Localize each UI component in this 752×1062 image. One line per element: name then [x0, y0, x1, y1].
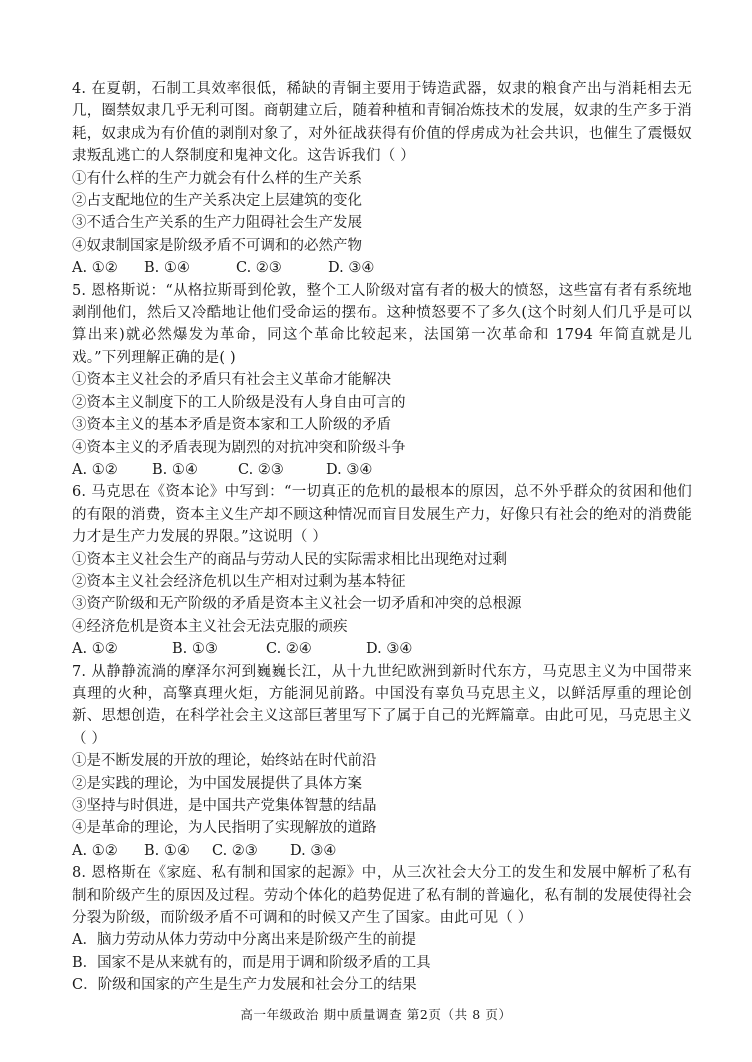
answer-choices: [72, 257, 692, 279]
question-5: [72, 280, 692, 482]
option-statement: ③资产阶级和无产阶级的矛盾是资本主义社会一切矛盾和冲突的总根源: [72, 596, 522, 613]
option-statement: ④奴隶制国家是阶级矛盾不可调和的必然产物: [72, 237, 362, 254]
option-statement: ①是不断发展的开放的理论，始终站在时代前沿: [72, 753, 377, 770]
choice-c: C. ②④: [266, 641, 312, 658]
choice-d: D. ③④: [290, 842, 337, 859]
choice-a: A. ①②: [72, 842, 118, 859]
choice-a: A. ①②: [72, 641, 118, 658]
choice-b: B. ①④: [144, 260, 190, 277]
option-statement: ④资本主义的矛盾表现为剧烈的对抗冲突和阶级斗争: [72, 439, 406, 456]
choice-d: D. ③④: [328, 260, 375, 277]
choice-c: C. ②③: [236, 260, 282, 277]
option-statement: ③不适合生产关系的生产力阻碍社会生产发展: [72, 215, 362, 232]
question-7: [72, 661, 692, 863]
option-statement: ④经济危机是资本主义社会无法克服的顽疾: [72, 618, 348, 635]
choice-c: C. ②③: [212, 842, 258, 859]
option-statement: ①有什么样的生产力就会有什么样的生产关系: [72, 170, 362, 187]
question-stem: 6. 马克思在《资本论》中写到：“一切真正的危机的最根本的原因，总不外乎群众的贫困和他们的有限的消费，资本主义生产却不顾这种情况而盲目发展生产力，好像只有社会的绝对的消费能力才是生产力发展的界限。”这说明（ ）: [72, 484, 692, 546]
option-statement: ②资本主义制度下的工人阶级是没有人身自由可言的: [72, 394, 406, 411]
option-c: C．阶级和国家的产生是生产力发展和社会分工的结果: [72, 977, 417, 994]
choice-b: B. ①④: [152, 461, 198, 478]
choice-b: B. ①③: [172, 641, 218, 658]
question-stem: 7. 从静静流淌的摩泽尔河到巍巍长江，从十九世纪欧洲到新时代东方，马克思主义为中国带来真理的火种，高擎真理火炬，方能洞见前路。中国没有辜负马克思主义，以鲜活厚重的理论创新、思想创造，在科学社会主义这部巨著里写下了属于自己的光辉篇章。由此可见，马克思主义（ ）: [72, 663, 692, 747]
page-footer: 高一年级政治 期中质量调查 第2页（共 8 页）: [240, 1007, 512, 1022]
choice-d: D. ③④: [326, 461, 373, 478]
choice-a: A. ①②: [72, 260, 118, 277]
question-6: [72, 481, 692, 660]
option-statement: ①资本主义社会生产的商品与劳动人民的实际需求相比出现绝对过剩: [72, 551, 507, 568]
choice-c: C. ②③: [238, 461, 284, 478]
answer-choices: [72, 840, 692, 862]
choice-d: D. ③④: [366, 641, 413, 658]
option-a: A．脑力劳动从体力劳动中分离出来是阶级产生的前提: [72, 932, 416, 949]
option-statement: ③资本主义的基本矛盾是资本家和工人阶级的矛盾: [72, 417, 391, 434]
question-stem: 8. 恩格斯在《家庭、私有制和国家的起源》中，从三次社会大分工的发生和发展中解析了私有制和阶级产生的原因及过程。劳动个体化的趋势促进了私有制的普遍化，私有制的发展使得社会分裂为阶级，而阶级矛盾不可调和的时候又产生了国家。由此可见（ ）: [72, 865, 692, 927]
choice-b: B. ①④: [144, 842, 190, 859]
question-stem: 4. 在夏朝，石制工具效率很低，稀缺的青铜主要用于铸造武器，奴隶的粮食产出与消耗相去无几，圈禁奴隶几乎无利可图。商朝建立后，随着种植和青铜冶炼技术的发展，奴隶的生产多于消耗，奴隶成为有价值的剥削对象了，对外征战获得有价值的俘虏成为社会共识，也催生了震慑奴隶叛乱逃亡的人祭制度和鬼神文化。这告诉我们（ ）: [72, 81, 692, 165]
option-b: B．国家不是从来就有的，而是用于调和阶级矛盾的工具: [72, 954, 431, 971]
option-statement: ④是革命的理论，为人民指明了实现解放的道路: [72, 820, 377, 837]
option-statement: ①资本主义社会的矛盾只有社会主义革命才能解决: [72, 372, 391, 389]
answer-choices: [72, 459, 692, 481]
question-4: [72, 78, 692, 280]
question-8: [72, 862, 692, 996]
option-statement: ③坚持与时俱进，是中国共产党集体智慧的结晶: [72, 798, 377, 814]
page-content: [72, 78, 692, 997]
option-statement: ②资本主义社会经济危机以生产相对过剩为基本特征: [72, 573, 406, 590]
option-statement: ②占支配地位的生产关系决定上层建筑的变化: [72, 193, 362, 210]
choice-a: A. ①②: [72, 461, 118, 478]
option-statement: ②是实践的理论，为中国发展提供了具体方案: [72, 775, 362, 792]
question-stem: 5. 恩格斯说：“从格拉斯哥到伦敦，整个工人阶级对富有者的极大的愤怒，这些富有者有系统地剥削他们，然后又冷酷地让他们受命运的摆布。这种愤怒要不了多久(这个时刻人们几乎是可以算出来)就必然爆发为革命，同这个革命比较起来，法国第一次革命和 1794 年简直就是儿戏。”下列理解正确的是( ): [72, 282, 692, 366]
answer-choices: [72, 638, 692, 660]
